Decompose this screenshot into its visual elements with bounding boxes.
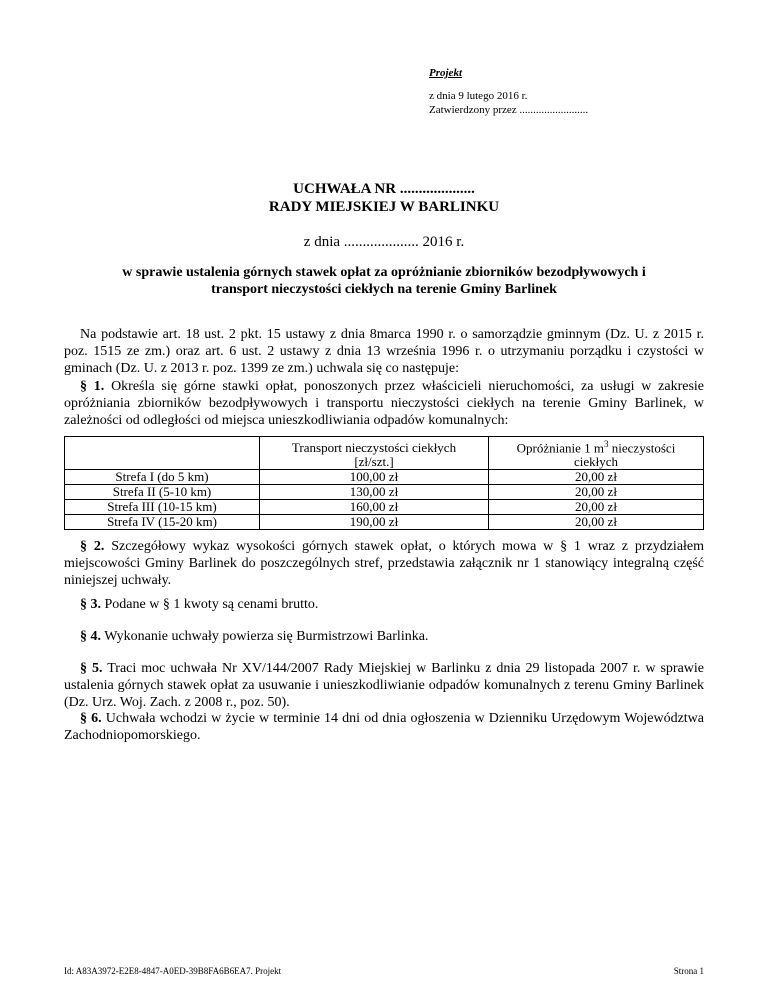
section-5 <box>64 660 704 711</box>
section-4 <box>64 628 704 645</box>
header-transport <box>260 437 489 470</box>
title-line-1: UCHWAŁA NR .................... <box>293 181 475 197</box>
emptying-cell: 20,00 zł <box>489 500 704 515</box>
section-3 <box>64 596 704 613</box>
table-row <box>65 500 704 515</box>
section-2-text: Szczegółowy wykaz wysokości górnych stawek opłat, o których mowa w § 1 wraz z przydziałem miejscowości Gminy Barlinek do poszczególnych stref, przedstawia załącznik nr 1 stanowiący integralną część niniejszej uchwały. <box>64 539 705 588</box>
transport-cell: 190,00 zł <box>260 515 489 530</box>
section-6-text: Uchwała wchodzi w życie w terminie 14 dni od dnia ogłoszenia w Dzienniku Urzędowym Województwa Zachodniopomorskiego. <box>64 711 704 743</box>
zone-cell: Strefa III (10-15 km) <box>65 500 260 515</box>
subject-line-2: transport nieczystości ciekłych na terenie Gminy Barlinek <box>211 282 557 297</box>
section-3-text: Podane w § 1 kwoty są cenami brutto. <box>104 597 319 612</box>
table-row <box>65 485 704 500</box>
section-4-number: § 4. <box>80 629 101 644</box>
zone-cell: Strefa I (do 5 km) <box>65 470 260 485</box>
section-4-text: Wykonanie uchwały powierza się Burmistrzowi Barlinka. <box>104 629 429 644</box>
emptying-cell: 20,00 zł <box>489 515 704 530</box>
section-5-number: § 5. <box>80 661 103 676</box>
footer-page-number: Strona 1 <box>673 966 704 976</box>
section-1 <box>64 378 704 429</box>
section-2 <box>64 538 704 589</box>
table-header-row <box>65 437 704 470</box>
rates-table <box>64 436 704 530</box>
transport-cell: 100,00 zł <box>260 470 489 485</box>
emptying-cell: 20,00 zł <box>489 470 704 485</box>
header-date: z dnia 9 lutego 2016 r. <box>429 90 528 102</box>
emptying-cell: 20,00 zł <box>489 485 704 500</box>
subject-line-1: w sprawie ustalenia górnych stawek opłat za opróżnianie zbiorników bezodpływowych i <box>122 265 646 280</box>
table-row <box>65 515 704 530</box>
section-1-number: § 1. <box>80 379 105 394</box>
preamble: Na podstawie art. 18 ust. 2 pkt. 15 ustawy z dnia 8marca 1990 r. o samorządzie gminnym (Dz. U. z 2015 r. poz. 1515 ze zm.) oraz art. 6 ust. 2 ustawy z dnia 13 września 1996 r. o utrzymaniu porządku i czystości w gminach (Dz. U. z 2013 r. poz. 1399 ze zm.) uchwala się co następuje: <box>64 327 704 376</box>
section-5-text: Traci moc uchwała Nr XV/144/2007 Rady Miejskiej w Barlinku z dnia 29 listopada 2007 r. w sprawie ustalenia górnych stawek opłat za usuwanie i unieszkodliwianie odpadów komunalnych z terenu Gminy Barlinek (Dz. Urz. Woj. Zach. z 2008 r., poz. 50). <box>64 661 705 710</box>
header-approved: Zatwierdzony przez ......................... <box>429 104 589 116</box>
zone-cell: Strefa II (5-10 km) <box>65 485 260 500</box>
header-emptying <box>489 437 704 470</box>
section-2-number: § 2. <box>80 539 105 554</box>
section-1-text: Określa się górne stawki opłat, ponoszonych przez właścicieli nieruchomości, za usługi w zakresie opróżniania zbiorników bezodpływowych i transportu nieczystości ciekłych na terenie Gminy Barlinek, w zależności od odległości od miejsca unieszkodliwiania odpadów komunalnych: <box>64 379 704 428</box>
section-6-number: § 6. <box>80 711 102 726</box>
project-label: Projekt <box>429 67 462 79</box>
header-transport-line-2: [zł/szt.] <box>354 454 394 470</box>
table-row <box>65 470 704 485</box>
project-header <box>429 66 588 117</box>
section-6 <box>64 710 704 744</box>
transport-cell: 130,00 zł <box>260 485 489 500</box>
resolution-date: z dnia .................... 2016 r. <box>303 234 465 250</box>
transport-cell: 160,00 zł <box>260 500 489 515</box>
header-emptying-line-2: ciekłych <box>573 454 619 470</box>
zone-cell: Strefa IV (15-20 km) <box>65 515 260 530</box>
header-transport-line-1: Transport nieczystości ciekłych <box>291 440 457 456</box>
resolution-title <box>0 180 768 216</box>
header-emptying-line-1: Opróżnianie 1 $m^3$ nieczystości <box>516 439 676 456</box>
footer-id: Id: A83A3972-E2E8-4847-A0ED-39B8FA6B6EA7. Projekt <box>64 966 282 976</box>
resolution-subject <box>0 264 768 298</box>
header-zone <box>65 437 260 470</box>
title-line-2: RADY MIEJSKIEJ W BARLINKU <box>268 199 500 215</box>
section-3-number: § 3. <box>80 597 101 612</box>
